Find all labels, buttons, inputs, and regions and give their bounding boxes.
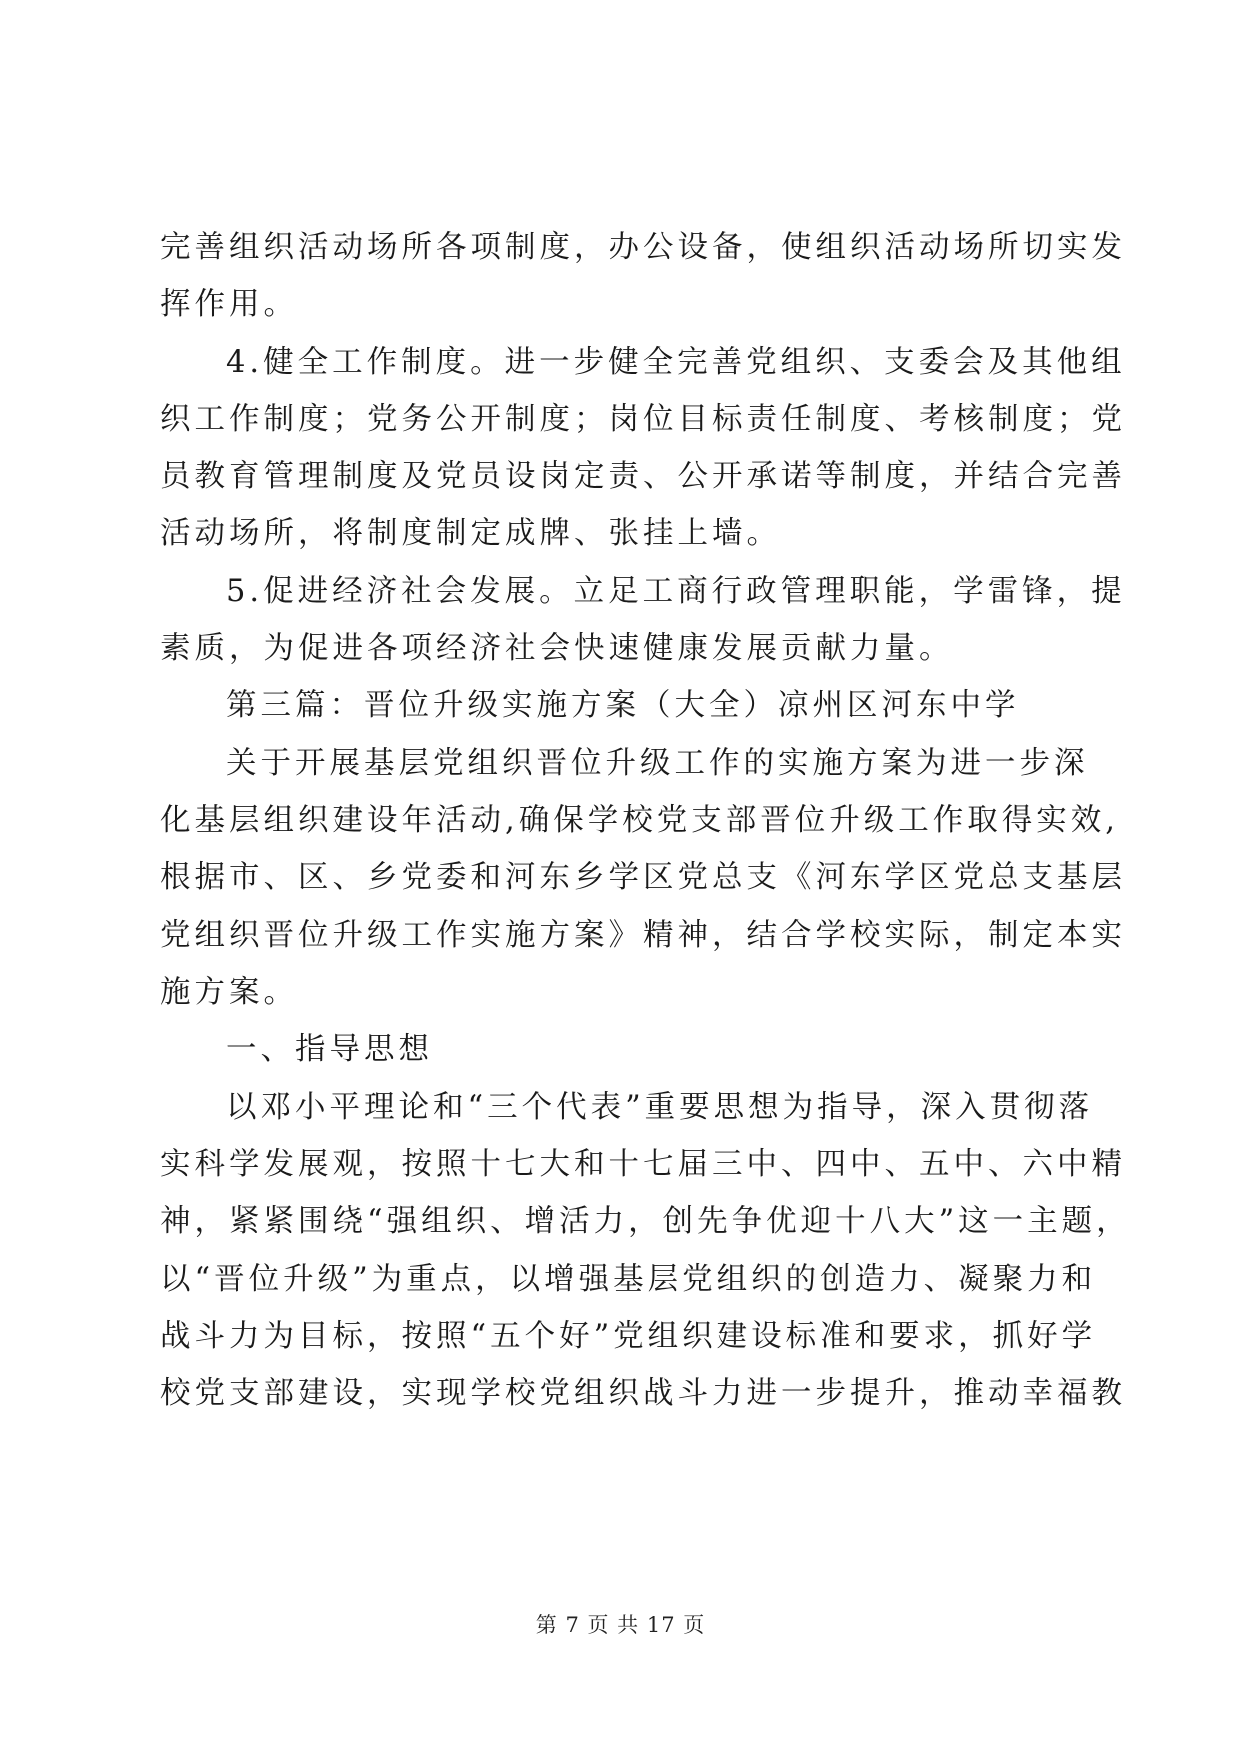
- text-line: 实科学发展观，按照十七大和十七届三中、四中、五中、六中精: [160, 1147, 1126, 1182]
- text-line: 员教育管理制度及党员设岗定责、公开承诺等制度，并结合完善: [160, 459, 1126, 494]
- text-line: 神，紧紧围绕“强组织、增活力，创先争优迎十八大”这一主题，: [160, 1204, 1131, 1239]
- page-number: 第 7 页 共 17 页: [535, 1613, 706, 1637]
- text-line: 校党支部建设，实现学校党组织战斗力进一步提升，推动幸福教: [160, 1376, 1126, 1411]
- text-line: 5.促进经济社会发展。立足工商行政管理职能，学雷锋，提: [226, 574, 1126, 609]
- text-line: 党组织晋位升级工作实施方案》精神，结合学校实际，制定本实: [160, 918, 1126, 953]
- text-line: 织工作制度；党务公开制度；岗位目标责任制度、考核制度；党: [160, 402, 1126, 437]
- text-line: 活动场所，将制度制定成牌、张挂上墙。: [160, 516, 781, 551]
- text-line: 化基层组织建设年活动,确保学校党支部晋位升级工作取得实效,: [160, 803, 1119, 838]
- text-line: 素质，为促进各项经济社会快速健康发展贡献力量。: [160, 631, 954, 666]
- text-line: 根据市、区、乡党委和河东乡学区党总支《河东学区党总支基层: [160, 860, 1126, 895]
- text-line: 完善组织活动场所各项制度，办公设备，使组织活动场所切实发: [160, 230, 1126, 265]
- text-line: 战斗力为目标，按照“五个好”党组织建设标准和要求，抓好学: [160, 1319, 1097, 1354]
- text-line: 施方案。: [160, 975, 298, 1010]
- subsection-heading: 一、指导思想: [226, 1032, 433, 1067]
- section-heading: 第三篇：晋位升级实施方案（大全）凉州区河东中学: [226, 688, 1020, 723]
- text-line: 以邓小平理论和“三个代表”重要思想为指导，深入贯彻落: [226, 1090, 1094, 1125]
- text-line: 关于开展基层党组织晋位升级工作的实施方案为进一步深: [226, 746, 1089, 781]
- text-line: 以“晋位升级”为重点，以增强基层党组织的创造力、凝聚力和: [160, 1262, 1097, 1297]
- text-line: 挥作用。: [160, 287, 298, 322]
- text-line: 4.健全工作制度。进一步健全完善党组织、支委会及其他组: [226, 345, 1126, 380]
